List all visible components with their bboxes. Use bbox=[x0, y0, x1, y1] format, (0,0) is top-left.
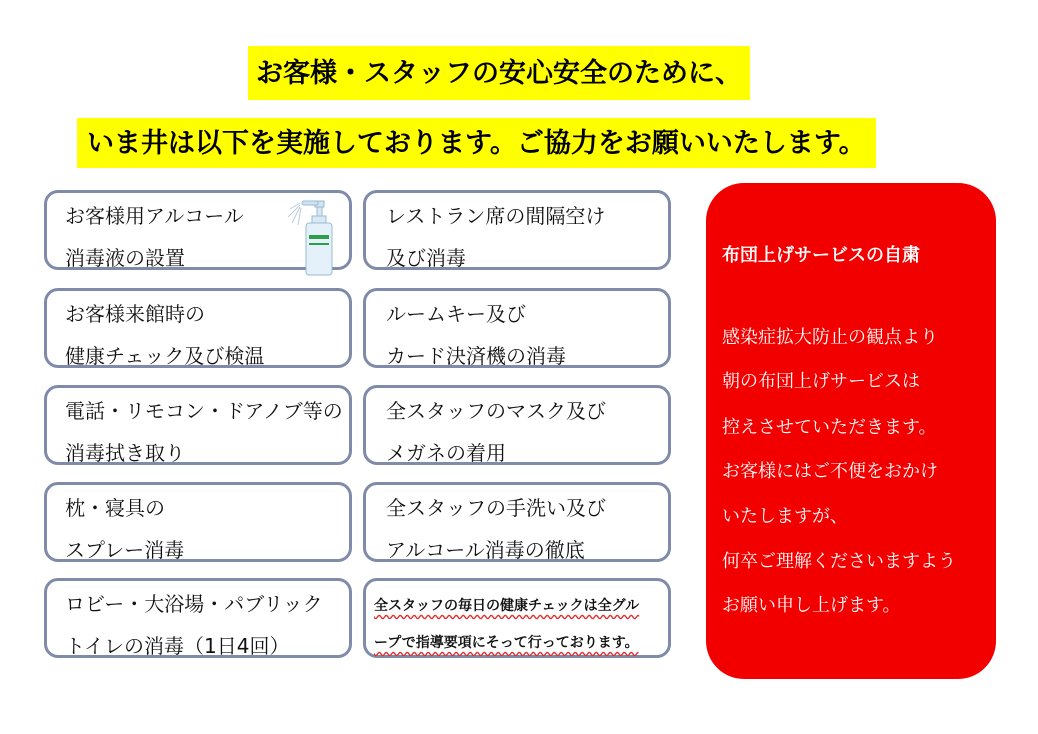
measure-text: ルームキー及び bbox=[386, 302, 526, 326]
measure-text: レストラン席の間隔空け bbox=[386, 204, 606, 228]
measure-text: 電話・リモコン・ドアノブ等の bbox=[65, 399, 343, 423]
notice-line: 朝の布団上げサービスは bbox=[722, 371, 920, 392]
notice-title: 布団上げサービスの自粛 bbox=[722, 245, 920, 266]
notice-line: 何卒ご理解くださいますよう bbox=[722, 551, 956, 572]
measure-text: 消毒液の設置 bbox=[65, 246, 185, 270]
measure-text: アルコール消毒の徹底 bbox=[386, 538, 585, 562]
measure-box-phone-disinfection bbox=[44, 385, 352, 465]
measure-text: 全スタッフの毎日の健康チェックは全グル bbox=[374, 598, 640, 614]
measure-box-masks bbox=[363, 385, 671, 465]
measure-text: カード決済機の消毒 bbox=[386, 344, 566, 368]
measure-box-health-check bbox=[44, 288, 352, 368]
notice-line: 控えさせていただきます。 bbox=[722, 417, 937, 438]
measure-text: トイレの消毒（1日4回） bbox=[65, 634, 290, 658]
measure-text: メガネの着用 bbox=[386, 441, 506, 465]
measure-text: ロビー・大浴場・パブリック bbox=[65, 592, 323, 616]
measure-text: 及び消毒 bbox=[386, 246, 466, 270]
notice-line: お客様にはご不便をおかけ bbox=[722, 461, 938, 482]
measure-box-handwashing bbox=[363, 482, 671, 562]
measure-text: お客様用アルコール bbox=[65, 204, 244, 228]
measure-box-restaurant bbox=[363, 190, 671, 270]
measure-box-public-areas bbox=[44, 578, 352, 658]
measure-text: お客様来館時の bbox=[65, 302, 205, 326]
measure-box-staff-health-check bbox=[363, 578, 671, 658]
sanitizer-bottle-icon bbox=[284, 199, 344, 277]
notice-line: いたしますが、 bbox=[722, 506, 848, 527]
measure-text: 健康チェック及び検温 bbox=[65, 344, 265, 368]
measure-text: ープで指導要項にそって行っております。 bbox=[374, 635, 639, 651]
notice-panel bbox=[706, 183, 996, 679]
measure-box-room-key bbox=[363, 288, 671, 368]
measure-box-bedding bbox=[44, 482, 352, 562]
header-line-2: いま井は以下を実施しております。ご協力をお願いいたします。 bbox=[77, 118, 876, 168]
measure-text: 全スタッフのマスク及び bbox=[386, 399, 606, 423]
header-line-1: お客様・スタッフの安心安全のために、 bbox=[248, 46, 750, 100]
measure-text: 消毒拭き取り bbox=[65, 441, 185, 465]
notice-line: お願い申し上げます。 bbox=[722, 595, 901, 616]
measure-text: 全スタッフの手洗い及び bbox=[386, 496, 606, 520]
measure-text: スプレー消毒 bbox=[65, 538, 185, 562]
notice-line: 感染症拡大防止の観点より bbox=[722, 327, 938, 348]
measure-text: 枕・寝具の bbox=[65, 496, 165, 520]
